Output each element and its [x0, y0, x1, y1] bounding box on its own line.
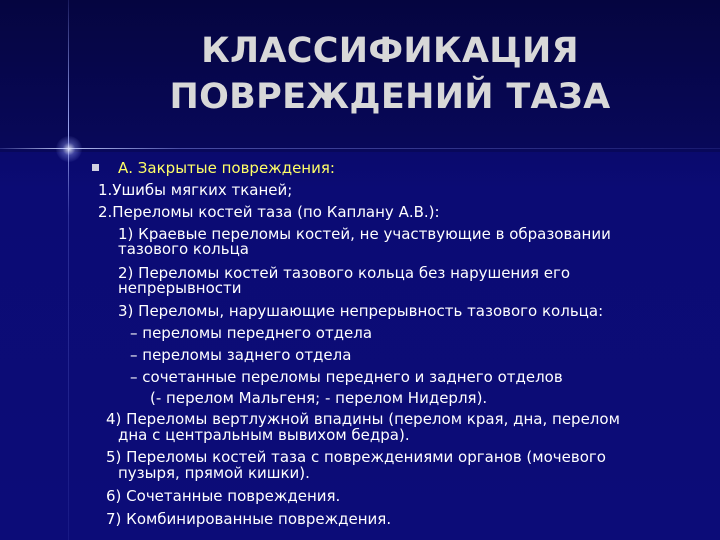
title-line-2: ПОВРЕЖДЕНИЙ ТАЗА	[169, 77, 611, 117]
list-item: 3) Переломы, нарушающие непрерывность тазового кольца:	[118, 302, 604, 320]
list-item: 1) Краевые переломы костей, не участвующие в образовании	[118, 225, 611, 243]
list-item-continuation: непрерывности	[118, 279, 242, 297]
title-line-1: КЛАССИФИКАЦИЯ	[201, 31, 579, 71]
list-item: (- перелом Мальгеня; - перелом Нидерля).	[150, 389, 488, 407]
list-item: – переломы переднего отдела	[130, 324, 373, 342]
list-item: 2.Переломы костей таза (по Каплану А.В.):	[98, 203, 440, 221]
list-item: 2) Переломы костей тазового кольца без нарушения его	[118, 264, 571, 282]
square-bullet-icon	[92, 164, 99, 171]
list-item: 1.Ушибы мягких тканей;	[98, 181, 293, 199]
list-item: 7) Комбинированные повреждения.	[106, 510, 392, 528]
list-item: – переломы заднего отдела	[130, 346, 352, 364]
section-heading: А. Закрытые повреждения:	[118, 159, 335, 177]
list-item-continuation: дна с центральным вывихом бедра).	[118, 426, 410, 444]
list-item-continuation: пузыря, прямой кишки).	[118, 464, 310, 482]
list-item-continuation: тазового кольца	[118, 240, 249, 258]
list-item: – сочетанные переломы переднего и заднего отделов	[130, 368, 563, 386]
list-item: 4) Переломы вертлужной впадины (перелом края, дна, перелом	[106, 410, 620, 428]
list-item: 5) Переломы костей таза с повреждениями органов (мочевого	[106, 448, 606, 466]
list-item: 6) Сочетанные повреждения.	[106, 487, 341, 505]
